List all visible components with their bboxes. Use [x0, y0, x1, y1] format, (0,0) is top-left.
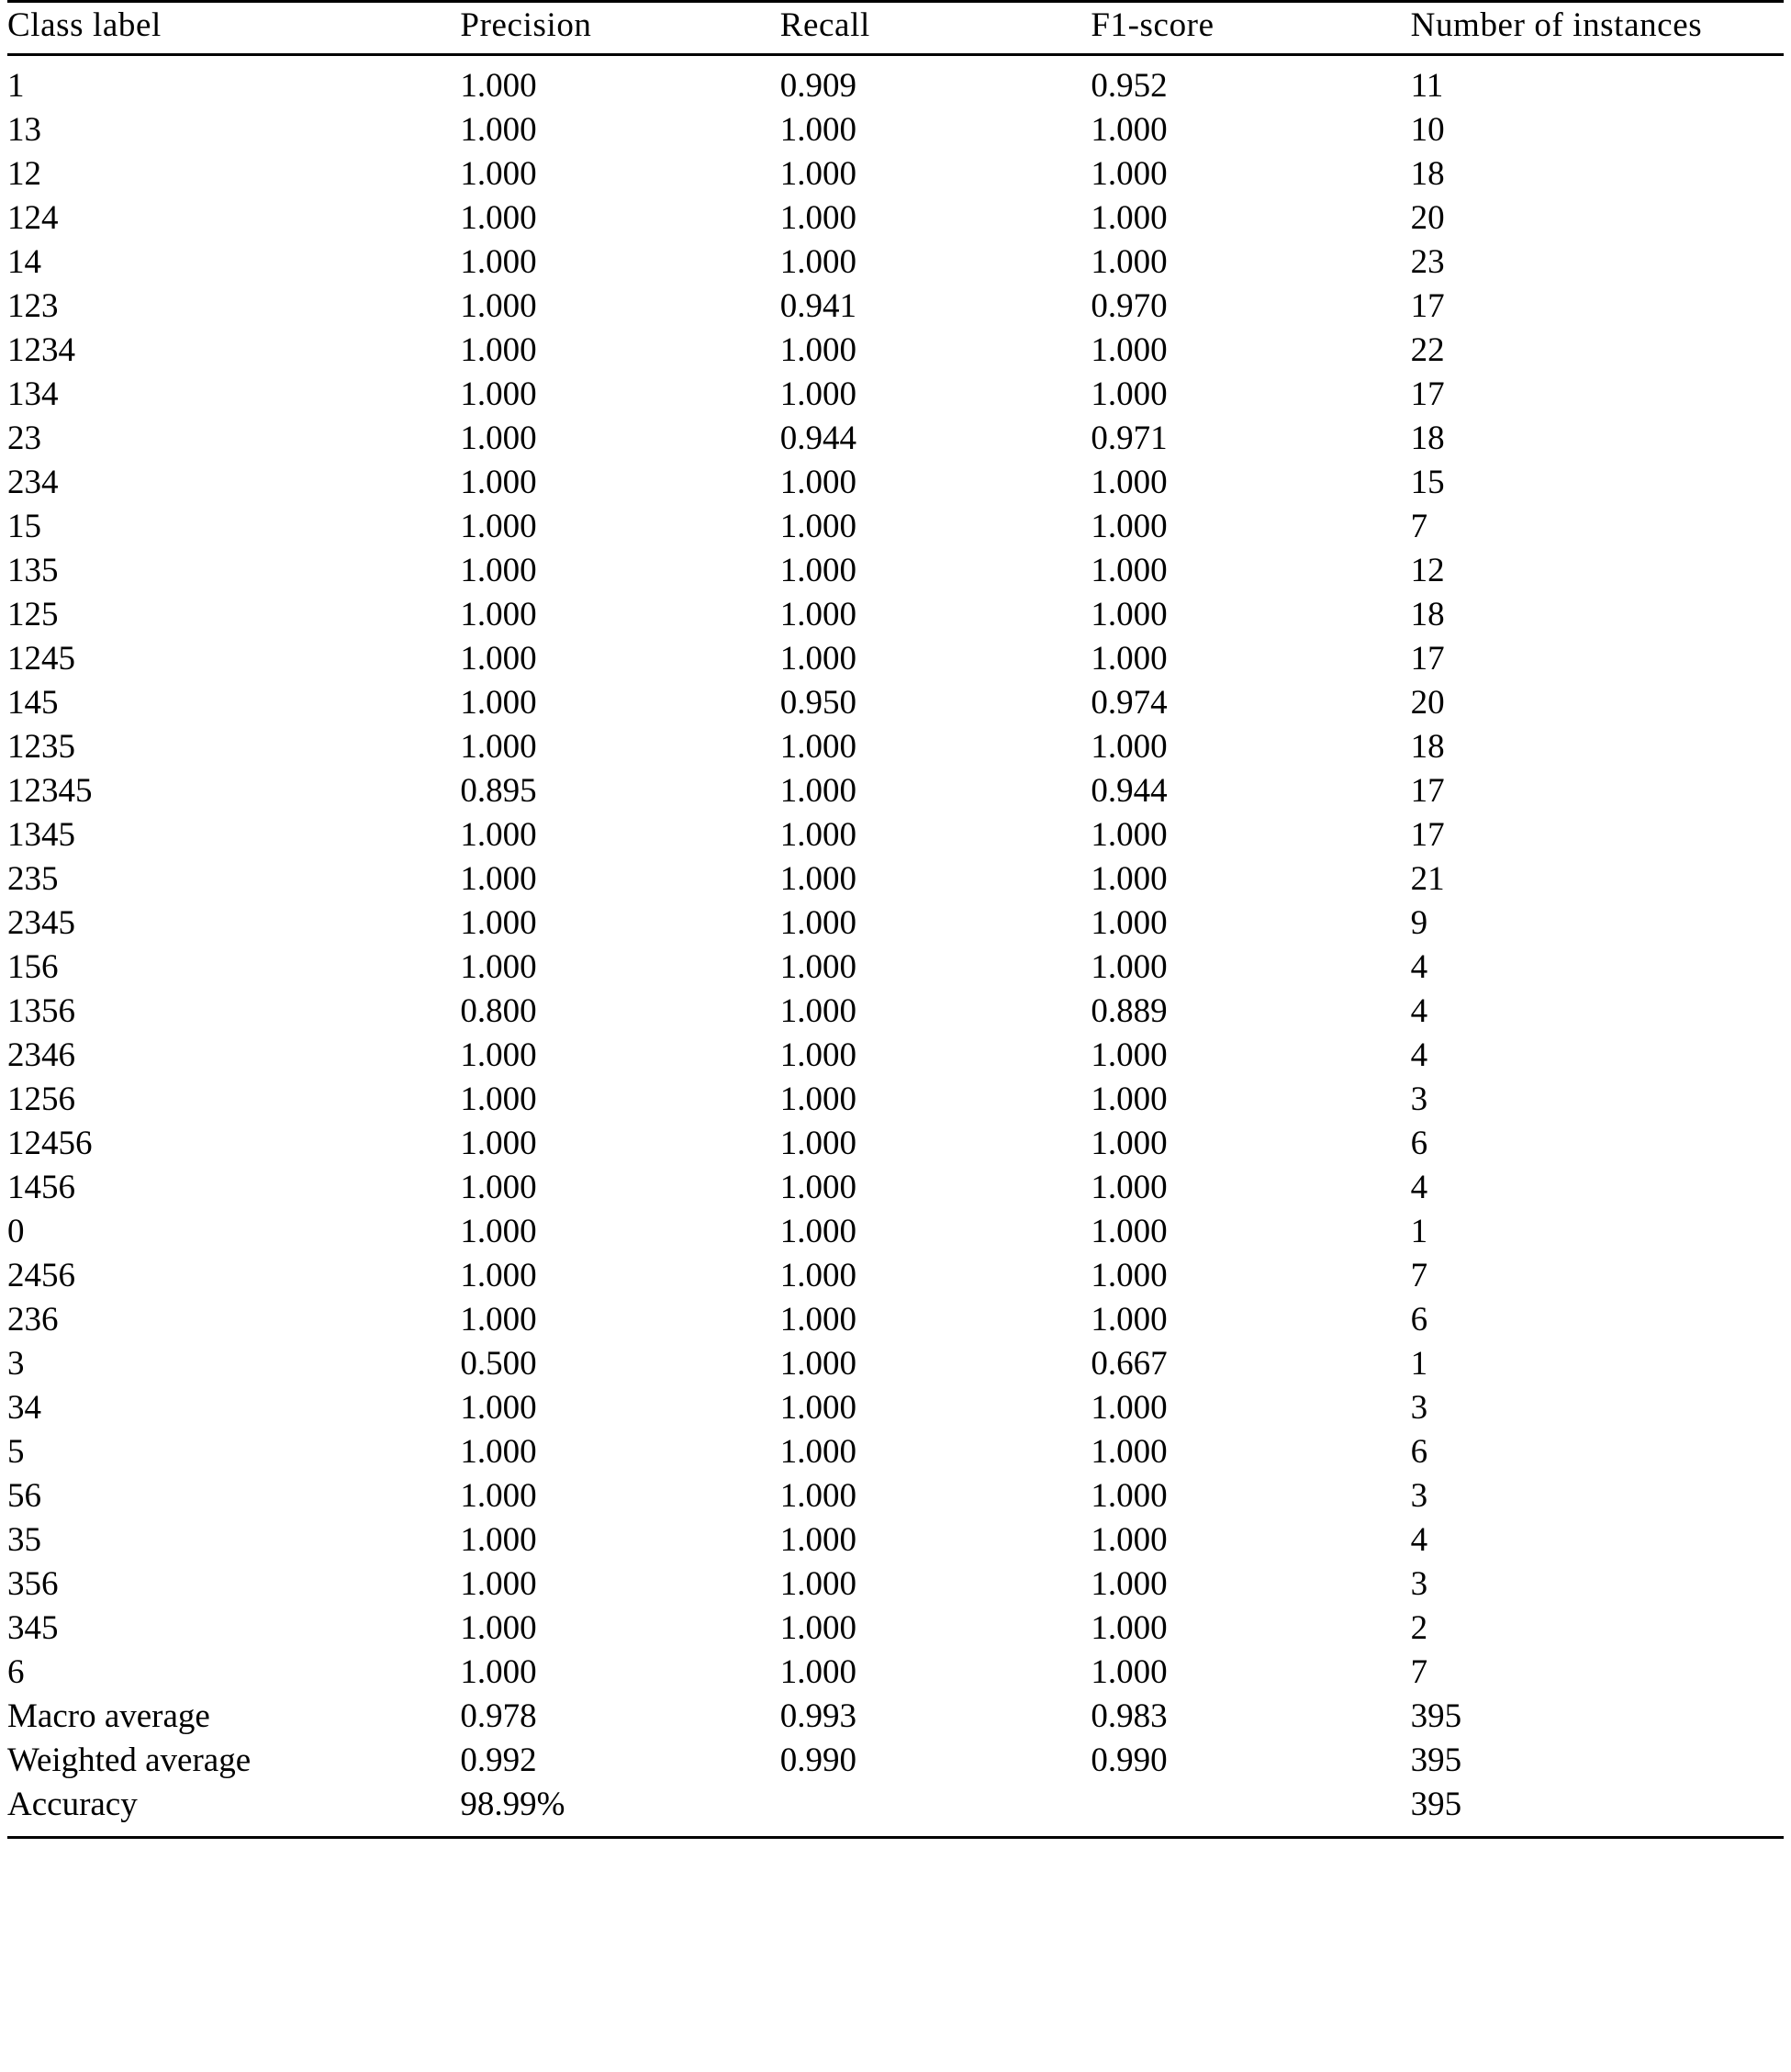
table-row	[7, 241, 1784, 285]
cell-recall: 0.944	[779, 420, 856, 457]
cell-class-label: 14	[7, 243, 41, 281]
cell-recall: 1.000	[779, 1653, 856, 1691]
cell-precision: 1.000	[460, 1081, 537, 1118]
cell-recall: 1.000	[779, 243, 856, 281]
cell-f1-score: 1.000	[1091, 904, 1168, 942]
cell-class-label: 35	[7, 1521, 41, 1559]
cell-number-of-instances: 22	[1410, 331, 1445, 369]
cell-number-of-instances: 18	[1410, 596, 1445, 633]
cell-recall: 1.000	[779, 508, 856, 545]
cell-number-of-instances: 4	[1410, 1521, 1428, 1559]
table-row	[7, 637, 1784, 681]
table-row	[7, 1034, 1784, 1078]
cell-number-of-instances: 4	[1410, 1169, 1428, 1206]
cell-class-label: 56	[7, 1477, 41, 1515]
cell-class-label: 125	[7, 596, 59, 633]
cell-number-of-instances: 3	[1410, 1081, 1428, 1118]
cell-precision: 1.000	[460, 552, 537, 589]
cell-class-label: 6	[7, 1653, 25, 1691]
cell-number-of-instances: 7	[1410, 508, 1428, 545]
cell-class-label: 156	[7, 948, 59, 986]
cell-f1-score: 1.000	[1091, 1609, 1168, 1647]
cell-number-of-instances: 21	[1410, 860, 1445, 898]
column-header-number-of-instances: Number of instances	[1410, 6, 1703, 44]
cell-class-label: 13	[7, 111, 41, 149]
cell-number-of-instances: 11	[1410, 67, 1444, 105]
cell-precision: 1.000	[460, 1389, 537, 1427]
cell-precision: 1.000	[460, 860, 537, 898]
cell-precision: 1.000	[460, 243, 537, 281]
cell-f1-score: 1.000	[1091, 199, 1168, 237]
cell-number-of-instances: 2	[1410, 1609, 1428, 1647]
table-row	[7, 196, 1784, 241]
cell-precision: 1.000	[460, 508, 537, 545]
cell-class-label: Weighted average	[7, 1742, 252, 1779]
table-row	[7, 329, 1784, 373]
cell-f1-score: 1.000	[1091, 1521, 1168, 1559]
cell-class-label: 12345	[7, 772, 93, 810]
cell-precision: 1.000	[460, 375, 537, 413]
cell-precision: 1.000	[460, 1125, 537, 1162]
cell-class-label: 356	[7, 1565, 59, 1603]
cell-f1-score: 0.990	[1091, 1742, 1168, 1779]
cell-recall: 1.000	[779, 992, 856, 1030]
table-row	[7, 902, 1784, 946]
cell-f1-score: 1.000	[1091, 596, 1168, 633]
cell-number-of-instances: 18	[1410, 420, 1445, 457]
cell-number-of-instances: 17	[1410, 640, 1445, 678]
cell-recall: 1.000	[779, 375, 856, 413]
cell-precision: 1.000	[460, 1609, 537, 1647]
cell-precision: 1.000	[460, 331, 537, 369]
cell-number-of-instances: 7	[1410, 1257, 1428, 1294]
cell-recall: 1.000	[779, 1301, 856, 1338]
cell-precision: 0.500	[460, 1345, 537, 1383]
cell-f1-score: 0.952	[1091, 67, 1168, 105]
cell-number-of-instances: 18	[1410, 728, 1445, 766]
cell-number-of-instances: 4	[1410, 1036, 1428, 1074]
cell-class-label: Accuracy	[7, 1786, 138, 1823]
cell-recall: 0.909	[779, 67, 856, 105]
cell-number-of-instances: 6	[1410, 1433, 1428, 1471]
cell-class-label: 145	[7, 684, 59, 722]
cell-recall: 1.000	[779, 1389, 856, 1427]
cell-precision: 1.000	[460, 1565, 537, 1603]
table-row	[7, 152, 1784, 196]
cell-recall: 1.000	[779, 1257, 856, 1294]
cell-recall: 1.000	[779, 155, 856, 193]
cell-f1-score: 0.889	[1091, 992, 1168, 1030]
cell-f1-score: 1.000	[1091, 375, 1168, 413]
cell-f1-score: 1.000	[1091, 860, 1168, 898]
cell-f1-score: 1.000	[1091, 1213, 1168, 1250]
cell-f1-score: 1.000	[1091, 1169, 1168, 1206]
cell-precision: 1.000	[460, 420, 537, 457]
table-row	[7, 681, 1784, 725]
table-row	[7, 461, 1784, 505]
table-row	[7, 1474, 1784, 1518]
cell-class-label: 0	[7, 1213, 25, 1250]
cell-precision: 1.000	[460, 1653, 537, 1691]
table-row	[7, 1739, 1784, 1783]
cell-f1-score: 1.000	[1091, 1081, 1168, 1118]
cell-class-label: 12	[7, 155, 41, 193]
cell-recall: 1.000	[779, 948, 856, 986]
cell-precision: 0.992	[460, 1742, 537, 1779]
cell-class-label: 1235	[7, 728, 75, 766]
classification-report-table	[7, 3, 1784, 1827]
cell-precision: 1.000	[460, 1257, 537, 1294]
cell-recall: 1.000	[779, 331, 856, 369]
table-row	[7, 1298, 1784, 1342]
cell-recall: 0.990	[779, 1742, 856, 1779]
table-row	[7, 1651, 1784, 1695]
cell-class-label: 236	[7, 1301, 59, 1338]
cell-number-of-instances: 7	[1410, 1653, 1428, 1691]
cell-recall: 1.000	[779, 1521, 856, 1559]
column-header-f1-score: F1-score	[1091, 6, 1215, 44]
cell-f1-score: 0.971	[1091, 420, 1168, 457]
cell-recall: 1.000	[779, 904, 856, 942]
cell-number-of-instances: 4	[1410, 992, 1428, 1030]
cell-number-of-instances: 17	[1410, 287, 1445, 325]
table-row	[7, 1122, 1784, 1166]
cell-number-of-instances: 15	[1410, 464, 1445, 501]
cell-number-of-instances: 17	[1410, 375, 1445, 413]
cell-class-label: 124	[7, 199, 59, 237]
cell-f1-score: 1.000	[1091, 816, 1168, 854]
cell-number-of-instances: 3	[1410, 1477, 1428, 1515]
cell-number-of-instances: 10	[1410, 111, 1445, 149]
cell-f1-score: 1.000	[1091, 1565, 1168, 1603]
cell-f1-score	[1091, 1783, 1410, 1827]
cell-f1-score: 1.000	[1091, 1389, 1168, 1427]
cell-recall: 1.000	[779, 1213, 856, 1250]
cell-precision: 1.000	[460, 684, 537, 722]
table-row	[7, 1607, 1784, 1651]
cell-recall: 1.000	[779, 860, 856, 898]
cell-precision: 1.000	[460, 199, 537, 237]
table-row	[7, 1518, 1784, 1562]
cell-class-label: 2346	[7, 1036, 75, 1074]
table-row	[7, 990, 1784, 1034]
cell-precision: 1.000	[460, 904, 537, 942]
cell-recall	[780, 1783, 1091, 1827]
table-row	[7, 1386, 1784, 1430]
cell-f1-score: 1.000	[1091, 552, 1168, 589]
cell-f1-score: 1.000	[1091, 1653, 1168, 1691]
table-body	[7, 55, 1784, 1827]
cell-class-label: 234	[7, 464, 59, 501]
table-row	[7, 373, 1784, 417]
cell-precision: 0.895	[460, 772, 537, 810]
cell-f1-score: 1.000	[1091, 155, 1168, 193]
cell-precision: 1.000	[460, 464, 537, 501]
cell-precision: 1.000	[460, 67, 537, 105]
table-row	[7, 1342, 1784, 1386]
cell-recall: 0.941	[779, 287, 856, 325]
cell-recall: 0.993	[779, 1697, 856, 1735]
cell-precision: 1.000	[460, 1521, 537, 1559]
cell-recall: 1.000	[779, 199, 856, 237]
cell-recall: 1.000	[779, 1609, 856, 1647]
cell-recall: 1.000	[779, 816, 856, 854]
cell-class-label: 2456	[7, 1257, 75, 1294]
cell-precision: 1.000	[460, 948, 537, 986]
cell-recall: 1.000	[779, 1565, 856, 1603]
cell-class-label: Macro average	[7, 1697, 210, 1735]
column-header-class-label: Class label	[7, 6, 162, 44]
cell-class-label: 235	[7, 860, 59, 898]
table-row	[7, 1166, 1784, 1210]
cell-precision: 1.000	[460, 1433, 537, 1471]
cell-class-label: 1345	[7, 816, 75, 854]
cell-precision: 98.99%	[460, 1786, 565, 1823]
cell-class-label: 1256	[7, 1081, 75, 1118]
cell-class-label: 1456	[7, 1169, 75, 1206]
cell-f1-score: 1.000	[1091, 948, 1168, 986]
table-bottom-rule	[7, 1836, 1784, 1839]
cell-precision: 1.000	[460, 1169, 537, 1206]
cell-precision: 1.000	[460, 1213, 537, 1250]
cell-precision: 1.000	[460, 155, 537, 193]
cell-f1-score: 1.000	[1091, 1301, 1168, 1338]
cell-precision: 1.000	[460, 640, 537, 678]
cell-f1-score: 0.983	[1091, 1697, 1168, 1735]
cell-number-of-instances: 395	[1410, 1697, 1462, 1735]
cell-class-label: 1	[7, 67, 25, 105]
cell-class-label: 5	[7, 1433, 25, 1471]
cell-f1-score: 1.000	[1091, 728, 1168, 766]
table-header	[7, 3, 1784, 55]
cell-class-label: 2345	[7, 904, 75, 942]
cell-recall: 1.000	[779, 1477, 856, 1515]
cell-recall: 1.000	[779, 1169, 856, 1206]
cell-recall: 1.000	[779, 1345, 856, 1383]
table-row	[7, 108, 1784, 152]
cell-recall: 1.000	[779, 1036, 856, 1074]
cell-precision: 1.000	[460, 816, 537, 854]
table-row	[7, 769, 1784, 813]
cell-number-of-instances: 20	[1410, 199, 1445, 237]
cell-class-label: 23	[7, 420, 41, 457]
cell-number-of-instances: 395	[1410, 1786, 1462, 1823]
cell-precision: 1.000	[460, 111, 537, 149]
table-row	[7, 1430, 1784, 1474]
cell-class-label: 3	[7, 1345, 25, 1383]
cell-number-of-instances: 17	[1410, 816, 1445, 854]
cell-class-label: 135	[7, 552, 59, 589]
cell-precision: 1.000	[460, 287, 537, 325]
cell-f1-score: 0.667	[1091, 1345, 1168, 1383]
table-row	[7, 285, 1784, 329]
cell-recall: 1.000	[779, 552, 856, 589]
cell-number-of-instances: 12	[1410, 552, 1445, 589]
cell-class-label: 345	[7, 1609, 59, 1647]
table-row	[7, 1562, 1784, 1607]
cell-number-of-instances: 1	[1410, 1345, 1428, 1383]
cell-f1-score: 0.970	[1091, 287, 1168, 325]
table-row	[7, 813, 1784, 857]
cell-class-label: 1356	[7, 992, 75, 1030]
table-row	[7, 1210, 1784, 1254]
column-header-precision: Precision	[460, 6, 592, 44]
cell-f1-score: 1.000	[1091, 1257, 1168, 1294]
cell-class-label: 34	[7, 1389, 41, 1427]
cell-recall: 1.000	[779, 1081, 856, 1118]
table-header-row	[7, 3, 1784, 55]
cell-f1-score: 1.000	[1091, 1125, 1168, 1162]
cell-recall: 1.000	[779, 772, 856, 810]
cell-recall: 1.000	[779, 640, 856, 678]
table-row	[7, 1254, 1784, 1298]
cell-f1-score: 1.000	[1091, 1477, 1168, 1515]
cell-number-of-instances: 20	[1410, 684, 1445, 722]
cell-f1-score: 0.944	[1091, 772, 1168, 810]
cell-f1-score: 1.000	[1091, 1036, 1168, 1074]
cell-number-of-instances: 6	[1410, 1301, 1428, 1338]
cell-number-of-instances: 18	[1410, 155, 1445, 193]
cell-class-label: 15	[7, 508, 41, 545]
cell-number-of-instances: 1	[1410, 1213, 1428, 1250]
table-row	[7, 725, 1784, 769]
cell-class-label: 12456	[7, 1125, 93, 1162]
cell-number-of-instances: 3	[1410, 1389, 1428, 1427]
cell-recall: 1.000	[779, 728, 856, 766]
table-row	[7, 505, 1784, 549]
cell-f1-score: 1.000	[1091, 508, 1168, 545]
cell-class-label: 1245	[7, 640, 75, 678]
table-row	[7, 1078, 1784, 1122]
cell-recall: 1.000	[779, 111, 856, 149]
cell-f1-score: 1.000	[1091, 243, 1168, 281]
table-row	[7, 55, 1784, 108]
cell-precision: 0.800	[460, 992, 537, 1030]
cell-recall: 1.000	[779, 596, 856, 633]
cell-recall: 1.000	[779, 1125, 856, 1162]
cell-number-of-instances: 6	[1410, 1125, 1428, 1162]
cell-number-of-instances: 3	[1410, 1565, 1428, 1603]
table-row	[7, 946, 1784, 990]
cell-precision: 0.978	[460, 1697, 537, 1735]
cell-precision: 1.000	[460, 1477, 537, 1515]
table-row	[7, 549, 1784, 593]
cell-class-label: 134	[7, 375, 59, 413]
cell-f1-score: 1.000	[1091, 331, 1168, 369]
cell-recall: 1.000	[779, 1433, 856, 1471]
cell-number-of-instances: 9	[1410, 904, 1428, 942]
cell-precision: 1.000	[460, 1301, 537, 1338]
table-row	[7, 1695, 1784, 1739]
cell-number-of-instances: 4	[1410, 948, 1428, 986]
cell-class-label: 1234	[7, 331, 75, 369]
cell-recall: 1.000	[779, 464, 856, 501]
cell-f1-score: 1.000	[1091, 1433, 1168, 1471]
cell-f1-score: 1.000	[1091, 111, 1168, 149]
cell-precision: 1.000	[460, 728, 537, 766]
table-row	[7, 857, 1784, 902]
cell-f1-score: 0.974	[1091, 684, 1168, 722]
table-row	[7, 593, 1784, 637]
cell-f1-score: 1.000	[1091, 640, 1168, 678]
cell-f1-score: 1.000	[1091, 464, 1168, 501]
cell-precision: 1.000	[460, 596, 537, 633]
cell-number-of-instances: 395	[1410, 1742, 1462, 1779]
cell-number-of-instances: 23	[1410, 243, 1445, 281]
cell-class-label: 123	[7, 287, 59, 325]
cell-recall: 0.950	[779, 684, 856, 722]
column-header-recall: Recall	[779, 6, 870, 44]
cell-number-of-instances: 17	[1410, 772, 1445, 810]
table-row	[7, 417, 1784, 461]
cell-precision: 1.000	[460, 1036, 537, 1074]
table-row	[7, 1783, 1784, 1827]
